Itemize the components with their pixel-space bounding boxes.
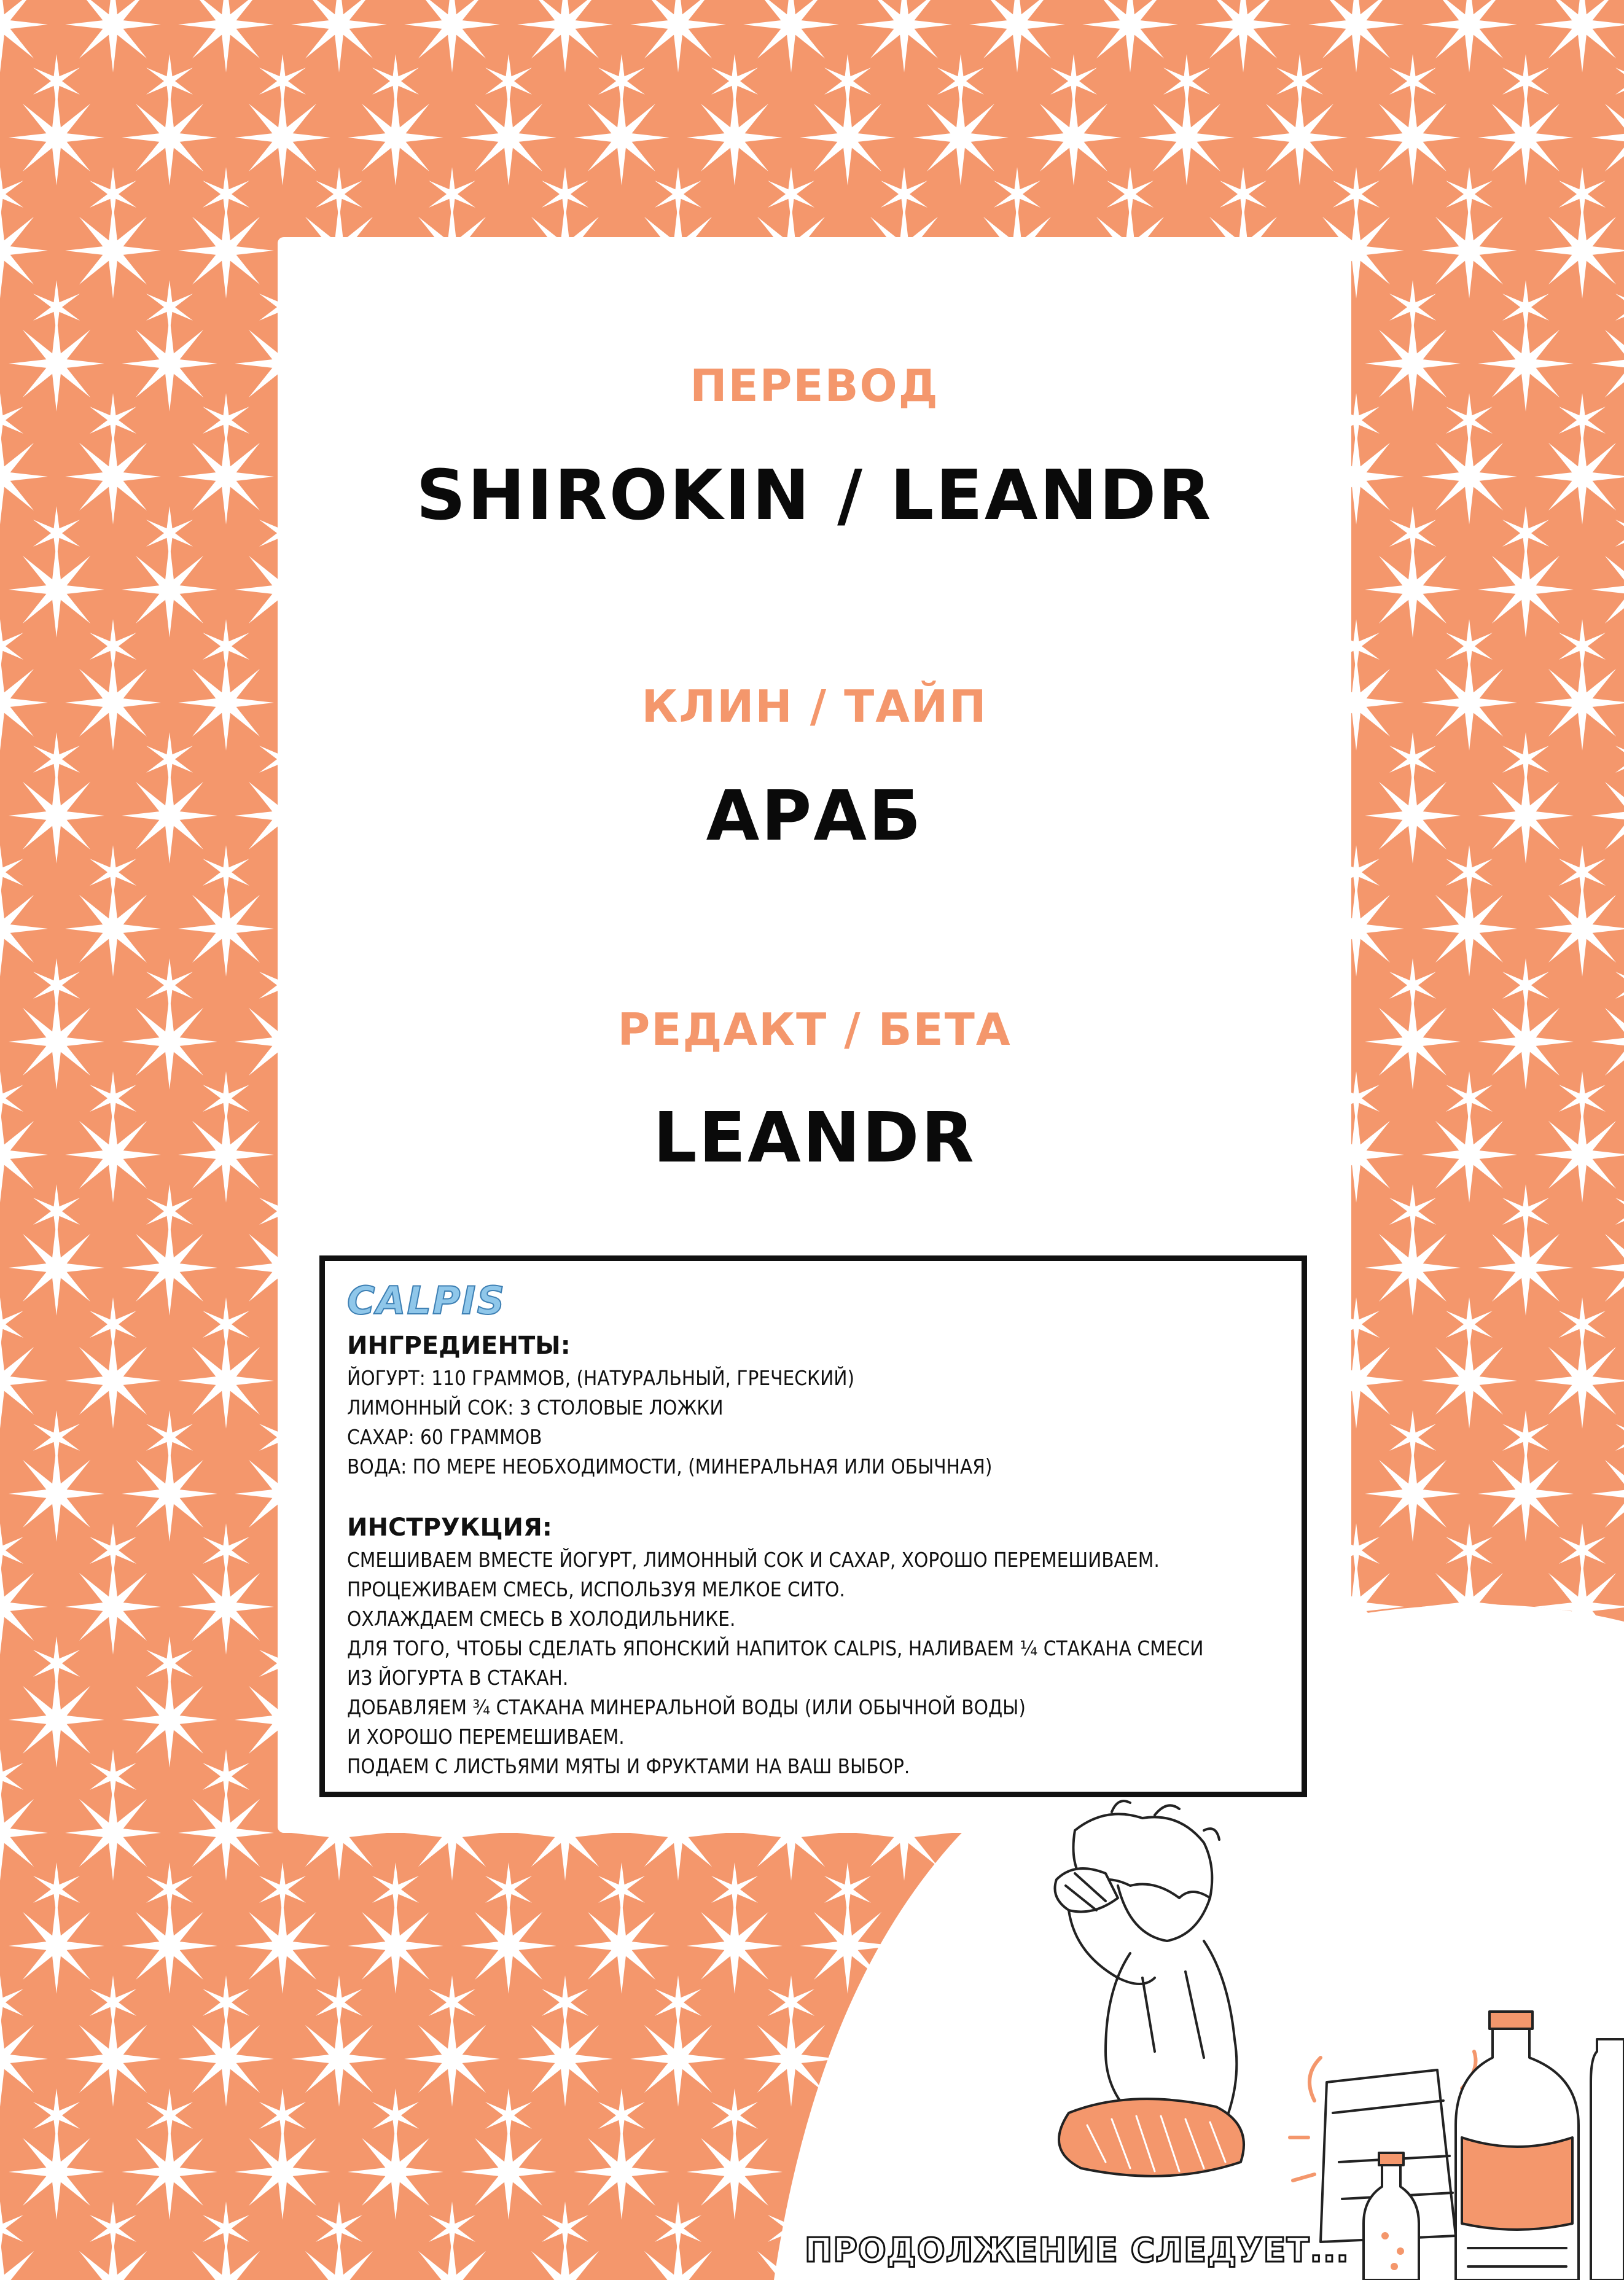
instruction-line: СМЕШИВАЕМ ВМЕСТЕ ЙОГУРТ, ЛИМОННЫЙ СОК И САХАР, ХОРОШО ПЕРЕМЕШИВАЕМ. <box>347 1548 1160 1572</box>
ingredients-title: ИНГРЕДИЕНТЫ: <box>347 1332 571 1360</box>
to-be-continued-caption: ПРОДОЛЖЕНИЕ СЛЕДУЕТ... <box>805 2231 1349 2270</box>
ingredient-line: ВОДА: ПО МЕРЕ НЕОБХОДИМОСТИ, (МИНЕРАЛЬНАЯ ИЛИ ОБЫЧНАЯ) <box>347 1454 993 1478</box>
instruction-line: ПРОЦЕЖИВАЕМ СМЕСЬ, ИСПОЛЬЗУЯ МЕЛКОЕ СИТО. <box>347 1577 845 1601</box>
instruction-line: ПОДАЕМ С ЛИСТЬЯМИ МЯТЫ И ФРУКТАМИ НА ВАШ ВЫБОР. <box>347 1754 910 1778</box>
credit-label-clean-type: КЛИН / ТАЙП <box>641 681 988 732</box>
ingredient-line: САХАР: 60 ГРАММОВ <box>347 1425 542 1449</box>
recipe-box <box>319 1255 1307 1797</box>
credit-label-translation: ПЕРЕВОД <box>690 360 939 412</box>
calpis-logo: CALPIS <box>347 1278 506 1323</box>
credit-name-edit-beta: LEANDR <box>653 1098 976 1178</box>
drinking-girl-illustration <box>786 1794 1624 2280</box>
ingredient-line: ЛИМОННЫЙ СОК: 3 СТОЛОВЫЕ ЛОЖКИ <box>347 1396 724 1419</box>
ingredient-line: ЙОГУРТ: 110 ГРАММОВ, (НАТУРАЛЬНЫЙ, ГРЕЧЕСКИЙ) <box>347 1366 855 1390</box>
instruction-line: ДЛЯ ТОГО, ЧТОБЫ СДЕЛАТЬ ЯПОНСКИЙ НАПИТОК CALPIS, НАЛИВАЕМ ¼ СТАКАНА СМЕСИ <box>347 1636 1204 1660</box>
credit-name-translation: SHIROKIN / LEANDR <box>416 456 1213 536</box>
instruction-line: ОХЛАЖДАЕМ СМЕСЬ В ХОЛОДИЛЬНИКЕ. <box>347 1607 736 1631</box>
instruction-line: ДОБАВЛЯЕМ ¾ СТАКАНА МИНЕРАЛЬНОЙ ВОДЫ (ИЛИ ОБЫЧНОЙ ВОДЫ) <box>347 1695 1026 1719</box>
instruction-line: ИЗ ЙОГУРТА В СТАКАН. <box>347 1666 569 1690</box>
instructions-title: ИНСТРУКЦИЯ: <box>347 1513 552 1542</box>
instruction-line: И ХОРОШО ПЕРЕМЕШИВАЕМ. <box>347 1725 625 1749</box>
credit-label-edit-beta: РЕДАКТ / БЕТА <box>617 1004 1012 1055</box>
credit-name-clean-type: АРАБ <box>706 776 923 856</box>
